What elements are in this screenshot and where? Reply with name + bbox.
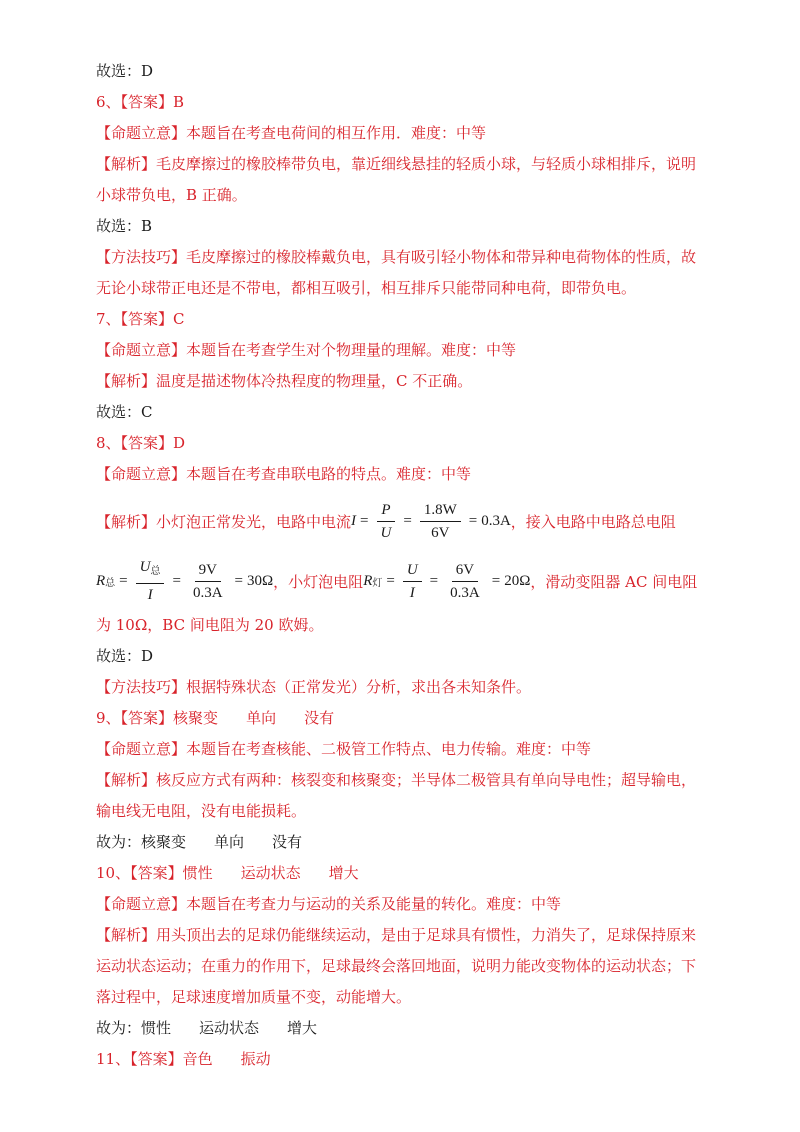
selection-line: 故选：D: [96, 62, 154, 80]
q7-answer: 7、【答案】C: [96, 310, 185, 328]
q10-analysis-cont-2: 落过程中，足球速度增加质量不变，动能增大。: [96, 988, 412, 1006]
q8-analysis-formula-line: 【解析】 小灯泡正常发光，电路中电流 I = $\frac{P}{U}$ = $\frac{1.8W}{6V}$ = 0.3A ，接入电路中电路总电阻: [96, 492, 736, 550]
q10-analysis-cont-1: 运动状态运动；在重力的作用下，足球最终会落回地面，说明力能改变物体的运动状态；下: [96, 957, 697, 975]
fraction-total-values: $\frac{9V}{0.3A}$: [189, 559, 227, 604]
q8-answer: 8、【答案】D: [96, 434, 186, 452]
q10-selection: 故为：惯性 运动状态 增大: [96, 1019, 318, 1037]
q9-selection: 故为：核聚变 单向 没有: [96, 833, 303, 851]
q7-analysis: 【解析】温度是描述物体冷热程度的物理量，C 不正确。: [96, 372, 473, 390]
q8-tip: 【方法技巧】根据特殊状态（正常发光）分析，求出各未知条件。: [96, 678, 532, 696]
fraction-p-over-u: $\frac{P}{U}$: [377, 499, 396, 544]
q6-tip-cont: 无论小球带正电还是不带电，都相互吸引，相互排斥只能带同种电荷，即带负电。: [96, 279, 637, 297]
q7-intent: 【命题立意】本题旨在考查学生对个物理量的理解。难度：中等: [96, 341, 517, 359]
q9-analysis-cont: 输电线无电阻，没有电能损耗。: [96, 802, 307, 820]
q8-selection: 故选：D: [96, 647, 154, 665]
fraction-lamp-values: $\frac{6V}{0.3A}$: [446, 559, 484, 604]
q9-intent: 【命题立意】本题旨在考查核能、二极管工作特点、电力传输。难度：中等: [96, 740, 592, 758]
q6-analysis-cont: 小球带负电，B 正确。: [96, 186, 247, 204]
q6-tip: 【方法技巧】毛皮摩擦过的橡胶棒戴负电，具有吸引轻小物体和带异种电荷物体的性质，故: [96, 248, 697, 266]
q7-selection: 故选：C: [96, 403, 153, 421]
q6-answer: 6、【答案】B: [96, 93, 185, 111]
fraction-values: $\frac{1.8W}{6V}$: [420, 499, 461, 544]
q8-resistance-formula-line: R 总 = $\frac{U_总}{I}$ = $\frac{9V}{0.3A}$ = 30Ω ，小灯泡电阻 R 灯 = $\frac{U}{I}$ = $\frac{6V}{0.3A}$ = 20Ω ，滑动变阻器 AC 间电阻: [96, 552, 736, 610]
current-symbol: I: [351, 512, 357, 529]
fraction-u-over-i-lamp: $\frac{U}{I}$: [403, 559, 422, 604]
q9-answer: 9、【答案】核聚变 单向 没有: [96, 709, 335, 727]
q10-answer: 10、【答案】惯性 运动状态 增大: [96, 864, 359, 882]
q10-intent: 【命题立意】本题旨在考查力与运动的关系及能量的转化。难度：中等: [96, 895, 562, 913]
q9-analysis: 【解析】核反应方式有两种：核裂变和核聚变；半导体二极管具有单向导电性；超导输电，: [96, 771, 697, 789]
q6-intent: 【命题立意】本题旨在考查电荷间的相互作用．难度：中等: [96, 124, 487, 142]
q6-selection: 故选：B: [96, 217, 153, 235]
q11-answer: 11、【答案】音色 振动: [96, 1050, 271, 1068]
q8-intent: 【命题立意】本题旨在考查串联电路的特点。难度：中等: [96, 465, 472, 483]
fraction-u-over-i: $\frac{U_总}{I}$: [136, 556, 165, 606]
answer-sheet: [96, 58, 736, 1077]
q6-analysis: 【解析】毛皮摩擦过的橡胶棒带负电，靠近细线悬挂的轻质小球，与轻质小球相排斥，说明: [96, 155, 697, 173]
q8-analysis-cont: 为 10Ω，BC 间电阻为 20 欧姆。: [96, 616, 324, 634]
q10-analysis: 【解析】用头顶出去的足球仍能继续运动，是由于足球具有惯性，力消失了，足球保持原来: [96, 926, 697, 944]
